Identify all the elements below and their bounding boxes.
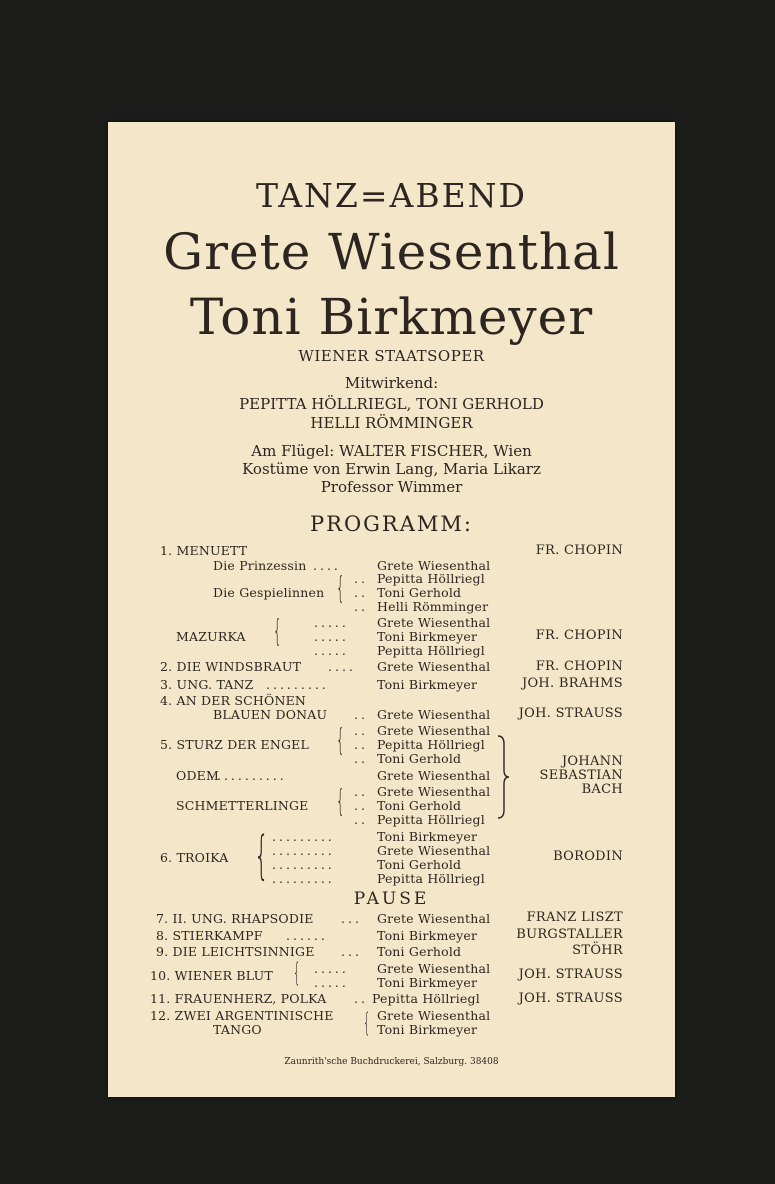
program-item-10: 10. WIENER BLUT [150, 968, 273, 983]
performer: Grete Wiesenthal [377, 707, 491, 722]
leader-dots: .. [354, 723, 368, 738]
leader-dots: .. [354, 812, 368, 827]
composer-liszt: FRANZ LISZT [526, 910, 623, 925]
performer: Toni Gerhold [377, 944, 462, 959]
performer: Toni Birkmeyer [377, 1022, 478, 1037]
brace: { [336, 723, 345, 758]
program-item-odem: ODEM [176, 768, 219, 783]
leader-dots: ..... [314, 615, 349, 630]
leader-dots: .. [354, 991, 368, 1006]
dancer-name-2: Toni Birkmeyer [189, 288, 594, 346]
leader-dots: .. [354, 707, 368, 722]
role-prinzessin: Die Prinzessin [213, 558, 307, 573]
composer-bach-3: BACH [581, 782, 623, 797]
composer-borodin: BORODIN [553, 849, 623, 864]
leader-dots: .. [354, 585, 368, 600]
costumes-line: Kostüme von Erwin Lang, Maria Likarz [242, 460, 541, 478]
performer: Pepitta Höllriegl [377, 643, 485, 658]
leader-dots: ..... [314, 643, 349, 658]
mitwirkend-label: Mitwirkend: [344, 374, 439, 392]
leader-dots: .. [354, 571, 368, 586]
performer: Toni Gerhold [377, 751, 462, 766]
performer: Pepitta Höllriegl [377, 871, 485, 886]
performer: Toni Birkmeyer [377, 928, 478, 943]
leader-dots: ......... [266, 677, 329, 692]
composer-strauss: JOH. STRAUSS [518, 706, 623, 721]
composer-bach-1: JOHANN [561, 754, 623, 769]
performer: Toni Gerhold [377, 585, 462, 600]
performer: Grete Wiesenthal [377, 615, 491, 630]
leader-dots: ......... [272, 871, 335, 886]
leader-dots: ......... [272, 857, 335, 872]
program-item-7: 7. II. UNG. RHAPSODIE [156, 911, 314, 926]
event-title: TANZ=ABEND [256, 176, 527, 215]
composer-strauss: JOH. STRAUSS [518, 991, 623, 1006]
performer: Toni Gerhold [377, 798, 462, 813]
brace: { [273, 614, 282, 649]
program-item-schmetterlinge: SCHMETTERLINGE [176, 798, 309, 813]
performer: Toni Birkmeyer [377, 629, 478, 644]
composer-chopin: FR. CHOPIN [535, 628, 623, 643]
leader-dots: .. [354, 798, 368, 813]
leader-dots: ..... [314, 629, 349, 644]
composer-bach-2: SEBASTIAN [539, 768, 623, 783]
program-item-6: 6. TROIKA [160, 850, 229, 865]
programm-heading: PROGRAMM: [310, 512, 473, 536]
program-item-4-cont: BLAUEN DONAU [213, 707, 328, 722]
brace: { [336, 784, 345, 819]
performer: Toni Gerhold [377, 857, 462, 872]
program-item-1: 1. MENUETT [160, 543, 248, 558]
program-item-mazurka: MAZURKA [176, 629, 246, 644]
performer: Grete Wiesenthal [377, 784, 491, 799]
program-item-12: 12. ZWEI ARGENTINISCHE [150, 1008, 334, 1023]
leader-dots: .... [328, 659, 356, 674]
performer: Grete Wiesenthal [377, 911, 491, 926]
program-item-4: 4. AN DER SCHÖNEN [160, 693, 307, 708]
program-item-12-cont: TANGO [213, 1022, 262, 1037]
performer: Toni Birkmeyer [377, 829, 478, 844]
leader-dots: .. [354, 599, 368, 614]
leader-dots: ........... [210, 768, 287, 783]
performer: Grete Wiesenthal [377, 843, 491, 858]
role-gespielinnen: Die Gespielinnen [213, 585, 325, 600]
leader-dots: ......... [272, 843, 335, 858]
performer: Pepitta Höllriegl [377, 737, 485, 752]
dancer-name-1: Grete Wiesenthal [163, 223, 620, 281]
brace: { [363, 1008, 371, 1038]
brace: { [293, 958, 301, 988]
right-brace [496, 734, 510, 820]
performer: Grete Wiesenthal [377, 723, 491, 738]
performer: Pepitta Höllriegl [377, 571, 485, 586]
performers-line-1: PEPITTA HÖLLRIEGL, TONI GERHOLD [239, 395, 544, 413]
performer: Grete Wiesenthal [377, 768, 491, 783]
program-item-3: 3. UNG. TANZ [160, 677, 254, 692]
brace: { [254, 826, 269, 886]
leader-dots: .. [354, 784, 368, 799]
composer-strauss: JOH. STRAUSS [518, 967, 623, 982]
piano-line: Am Flügel: WALTER FISCHER, Wien [251, 442, 532, 460]
program-item-8: 8. STIERKAMPF [156, 928, 263, 943]
brace: { [336, 571, 345, 606]
performer: Toni Birkmeyer [377, 975, 478, 990]
performer: Grete Wiesenthal [377, 659, 491, 674]
composer-chopin: FR. CHOPIN [535, 543, 623, 558]
performer: Pepitta Höllriegl [372, 991, 480, 1006]
printer-imprint: Zaunrith'sche Buchdruckerei, Salzburg. 38408 [284, 1057, 499, 1067]
leader-dots: ... [341, 911, 362, 926]
composer-chopin: FR. CHOPIN [535, 659, 623, 674]
program-item-9: 9. DIE LEICHTSINNIGE [156, 944, 315, 959]
composer-brahms: JOH. BRAHMS [521, 676, 623, 691]
performer: Helli Römminger [377, 599, 489, 614]
program-item-5: 5. STURZ DER ENGEL [160, 737, 310, 752]
leader-dots: .. [354, 737, 368, 752]
pause-heading: PAUSE [353, 889, 430, 909]
opera-house: WIENER STAATSOPER [298, 347, 485, 365]
program-item-2: 2. DIE WINDSBRAUT [160, 659, 302, 674]
leader-dots: ... [341, 944, 362, 959]
leader-dots: .... [313, 558, 341, 573]
leader-dots: ..... [314, 975, 349, 990]
performer: Toni Birkmeyer [377, 677, 478, 692]
composer-stoehr: STÖHR [572, 943, 623, 958]
leader-dots: .. [354, 751, 368, 766]
program-item-11: 11. FRAUENHERZ, POLKA [150, 991, 327, 1006]
performer: Grete Wiesenthal [377, 558, 491, 573]
leader-dots: ...... [286, 928, 328, 943]
performer: Pepitta Höllriegl [377, 812, 485, 827]
performers-line-2: HELLI RÖMMINGER [310, 414, 473, 432]
composer-burgstaller: BURGSTALLER [516, 927, 623, 942]
professor-line: Professor Wimmer [320, 478, 463, 496]
performer: Grete Wiesenthal [377, 961, 491, 976]
performer: Grete Wiesenthal [377, 1008, 491, 1023]
program-sheet [108, 122, 675, 1097]
leader-dots: ......... [272, 829, 335, 844]
leader-dots: ..... [314, 961, 349, 976]
